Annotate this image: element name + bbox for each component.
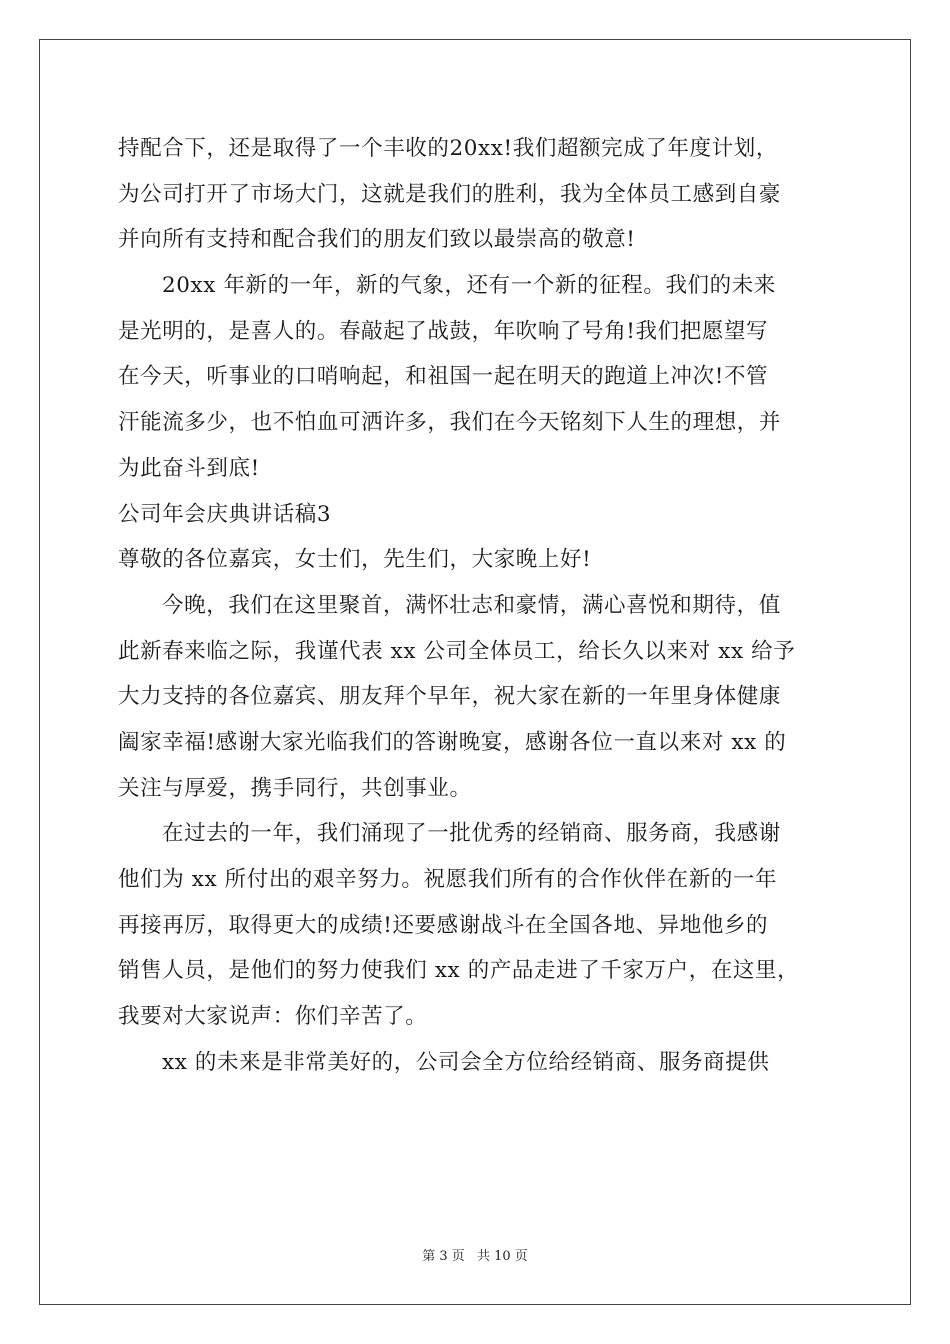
text-line: 我要对大家说声：你们辛苦了。 <box>118 1004 428 1030</box>
document-body <box>118 126 838 1085</box>
text-line: 并向所有支持和配合我们的朋友们致以最崇高的敬意! <box>118 227 636 253</box>
text-line: 在今天，听事业的口哨响起，和祖国一起在明天的跑道上冲次!不管 <box>118 364 769 390</box>
text-line: 为此奋斗到底! <box>118 455 260 481</box>
paragraph-start-line: 20xx 年新的一年，新的气象，还有一个新的征程。我们的未来 <box>162 273 776 299</box>
text-line: 关注与厚爱，携手同行，共创事业。 <box>118 775 472 801</box>
text-line: 是光明的，是喜人的。春敲起了战鼓，年吹响了号角!我们把愿望写 <box>118 318 769 344</box>
total-pages: 共 10 页 <box>476 1249 528 1264</box>
page-number: 第 3 页 <box>422 1249 465 1264</box>
text-line: 销售人员，是他们的努力使我们 xx 的产品走进了千家万户，在这里， <box>118 958 800 984</box>
salutation-line: 尊敬的各位嘉宾，女士们，先生们，大家晚上好! <box>118 547 592 573</box>
text-line: 再接再厉，取得更大的成绩!还要感谢战斗在全国各地、异地他乡的 <box>118 912 769 938</box>
text-line: 汗能流多少，也不怕血可洒许多，我们在今天铭刻下人生的理想，并 <box>118 410 782 436</box>
text-line: 持配合下，还是取得了一个丰收的20xx!我们超额完成了年度计划， <box>118 136 778 161</box>
paragraph-start-line: xx 的未来是非常美好的，公司会全方位给经销商、服务商提供 <box>162 1049 770 1075</box>
page-footer <box>0 1245 950 1264</box>
paragraph-start-line: 今晚，我们在这里聚首，满怀壮志和豪情，满心喜悦和期待，值 <box>162 592 781 618</box>
text-line: 为公司打开了市场大门，这就是我们的胜利，我为全体员工感到自豪 <box>118 181 782 207</box>
text-line: 阖家幸福!感谢大家光临我们的答谢晚宴，感谢各位一直以来对 xx 的 <box>118 729 787 755</box>
text-line: 他们为 xx 所付出的艰辛努力。祝愿我们所有的合作伙伴在新的一年 <box>118 867 778 892</box>
text-line: 大力支持的各位嘉宾、朋友拜个早年，祝大家在新的一年里身体健康 <box>118 684 782 710</box>
text-line: 此新春来临之际，我谨代表 xx 公司全体员工，给长久以来对 xx 给予 <box>118 638 796 664</box>
section-heading: 公司年会庆典讲话稿3 <box>118 501 332 527</box>
paragraph-start-line: 在过去的一年，我们涌现了一批优秀的经销商、服务商，我感谢 <box>162 821 781 847</box>
